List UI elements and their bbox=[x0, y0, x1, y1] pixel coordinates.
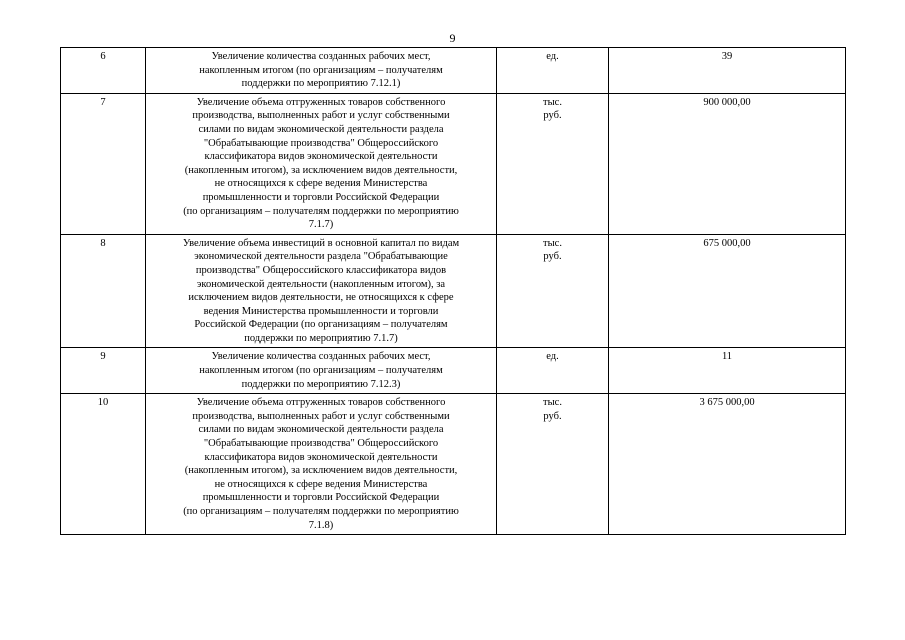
unit-line: руб. bbox=[543, 251, 562, 263]
description-line: не относящихся к сфере ведения Министерства bbox=[214, 178, 428, 190]
indicator-value: 900 000,00 bbox=[609, 93, 846, 234]
page-number: 9 bbox=[449, 31, 456, 45]
unit-line: ед. bbox=[546, 351, 559, 363]
table-row bbox=[61, 48, 846, 94]
description-line: промышленности и торговли Российской Федерации bbox=[202, 492, 440, 504]
description-line: поддержки по мероприятию 7.1.7) bbox=[244, 332, 398, 344]
description-line: Увеличение количества созданных рабочих мест, bbox=[211, 51, 431, 62]
table-row bbox=[61, 348, 846, 394]
row-number: 9 bbox=[61, 348, 146, 394]
indicator-description bbox=[146, 348, 497, 394]
indicator-value: 3 675 000,00 bbox=[609, 394, 846, 535]
unit-of-measure bbox=[497, 234, 609, 348]
description-line: Увеличение объема инвестиций в основной капитал по видам bbox=[182, 237, 460, 249]
description-line: Увеличение объема отгруженных товаров собственного bbox=[196, 96, 446, 108]
description-line: (накопленным итогом), за исключением видов деятельности, bbox=[184, 164, 458, 176]
unit-of-measure bbox=[497, 93, 609, 234]
description-line: силами по видам экономической деятельности раздела bbox=[198, 424, 444, 436]
row-number: 6 bbox=[61, 48, 146, 94]
indicator-table bbox=[60, 47, 846, 535]
description-line: накопленным итогом (по организациям – получателям bbox=[199, 365, 443, 377]
row-number: 10 bbox=[61, 394, 146, 535]
description-line: классификатора видов экономической деятельности bbox=[204, 151, 438, 163]
indicator-table-body bbox=[61, 48, 846, 535]
description-line: не относящихся к сфере ведения Министерства bbox=[214, 478, 428, 490]
description-line: экономической деятельности раздела "Обрабатывающие bbox=[194, 251, 448, 263]
unit-of-measure bbox=[497, 48, 609, 94]
indicator-description bbox=[146, 234, 497, 348]
description-line: промышленности и торговли Российской Федерации bbox=[202, 191, 440, 203]
description-line: "Обрабатывающие производства" Общероссийского bbox=[203, 137, 439, 149]
description-line: Увеличение объема отгруженных товаров собственного bbox=[196, 397, 446, 409]
description-line: экономической деятельности (накопленным итогом), за bbox=[196, 278, 446, 290]
indicator-value: 675 000,00 bbox=[609, 234, 846, 348]
description-line: "Обрабатывающие производства" Общероссийского bbox=[203, 438, 439, 450]
description-line: классификатора видов экономической деятельности bbox=[204, 451, 438, 463]
description-line: 7.1.7) bbox=[308, 219, 334, 231]
table-row bbox=[61, 93, 846, 234]
table-row bbox=[61, 234, 846, 348]
table-row bbox=[61, 394, 846, 535]
indicator-description bbox=[146, 93, 497, 234]
description-line: производства, выполненных работ и услуг собственными bbox=[192, 110, 450, 122]
unit-of-measure bbox=[497, 394, 609, 535]
unit-line: тыс. bbox=[543, 397, 562, 409]
unit-line: тыс. bbox=[543, 96, 562, 108]
unit-line: тыс. bbox=[543, 237, 562, 249]
description-line: 7.1.8) bbox=[308, 519, 334, 531]
unit-line: руб. bbox=[543, 110, 562, 122]
description-line: Российской Федерации (по организациям – получателям bbox=[194, 319, 448, 331]
indicator-value: 39 bbox=[609, 48, 846, 94]
description-line: производства" Общероссийского классификатора видов bbox=[195, 264, 447, 276]
unit-line: руб. bbox=[543, 410, 562, 422]
description-line: поддержки по мероприятию 7.12.3) bbox=[241, 378, 401, 390]
description-line: (по организациям – получателям поддержки по мероприятию bbox=[183, 205, 459, 217]
description-line: производства, выполненных работ и услуг собственными bbox=[192, 410, 450, 422]
description-line: ведения Министерства промышленности и торговли bbox=[203, 305, 439, 317]
description-line: силами по видам экономической деятельности раздела bbox=[198, 123, 444, 135]
unit-of-measure bbox=[497, 348, 609, 394]
description-line: (накопленным итогом), за исключением видов деятельности, bbox=[184, 465, 458, 477]
description-line: Увеличение количества созданных рабочих мест, bbox=[211, 351, 431, 363]
indicator-description bbox=[146, 48, 497, 94]
indicator-value: 11 bbox=[609, 348, 846, 394]
row-number: 8 bbox=[61, 234, 146, 348]
row-number: 7 bbox=[61, 93, 146, 234]
unit-line: ед. bbox=[546, 51, 559, 62]
indicator-description bbox=[146, 394, 497, 535]
description-line: исключением видов деятельности, не относящихся к сфере bbox=[188, 292, 454, 304]
description-line: накопленным итогом (по организациям – получателям bbox=[199, 64, 443, 76]
description-line: поддержки по мероприятию 7.12.1) bbox=[241, 78, 401, 90]
description-line: (по организациям – получателям поддержки по мероприятию bbox=[183, 506, 459, 517]
